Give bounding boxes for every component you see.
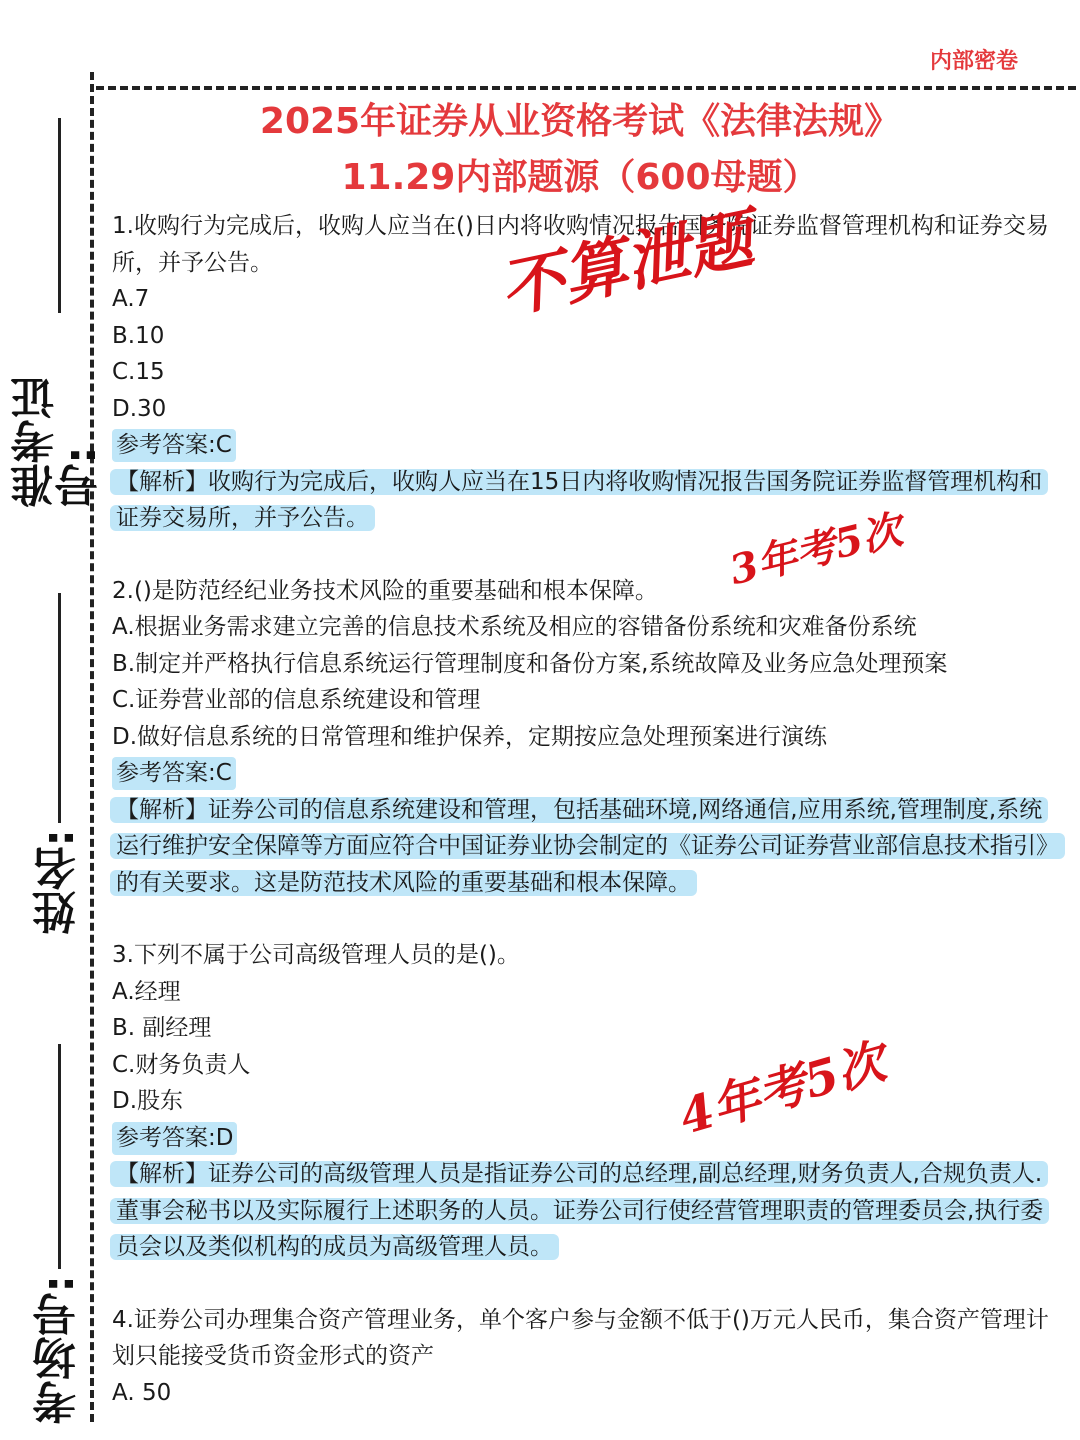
analysis-text: 【解析】证券公司的信息系统建设和管理，包括基础环境,网络通信,应用系统,管理制度,系统运行维护安全保障等方面应符合中国证券业协会制定的《证券公司证券营业部信息技术指引》的有关要求。这是防范技术风险的重要基础和根本保障。 (110, 797, 1065, 896)
title-line-2: 11.29内部题源（600母题） (341, 157, 819, 198)
option: D.30 (112, 395, 167, 422)
side-label-exam-id: 准考证号: (11, 376, 106, 508)
handwritten-note-2: 3年考5次 (725, 506, 907, 595)
option: D.股东 (112, 1088, 184, 1114)
option: B.制定并严格执行信息系统运行管理制度和备份方案,系统故障及业务应急处理预案 (112, 650, 948, 677)
option: C.证券营业部的信息系统建设和管理 (112, 687, 481, 713)
option: A.7 (112, 286, 150, 312)
title-line-1: 2025年证券从业资格考试《法律法规》 (259, 101, 901, 142)
fill-line (58, 593, 61, 823)
question-4 (112, 1302, 1062, 1412)
corner-label: 内部密卷 (930, 49, 1019, 74)
handwritten-note-3: 4年考5次 (673, 1033, 892, 1146)
option: A.根据业务需求建立完善的信息技术系统及相应的容错备份系统和灾难备份系统 (112, 614, 917, 640)
analysis-text: 【解析】收购行为完成后，收购人应当在15日内将收购情况报告国务院证券监督管理机构和证券交易所，并予公告。 (110, 469, 1048, 532)
side-field-room-id (30, 1025, 88, 1425)
analysis-text: 【解析】证券公司的高级管理人员是指证券公司的总经理,副总经理,财务负责人,合规负责人.董事会秘书以及实际履行上述职务的人员。证券公司行使经营管理职责的管理委员会,执行委员会以及类似机构的成员为高级管理人员。 (110, 1161, 1049, 1260)
option: B. 副经理 (112, 1015, 212, 1041)
question-list (112, 208, 1062, 1411)
question-stem: 2.()是防范经纪业务技术风险的重要基础和根本保障。 (112, 577, 658, 604)
option: C.15 (112, 359, 165, 385)
side-field-name (30, 575, 88, 935)
handwritten-note-1: 不算泄题 (493, 201, 760, 329)
fill-line (58, 1044, 61, 1269)
side-label-room-id: 考场号: (33, 1275, 84, 1425)
option: C.财务负责人 (112, 1051, 251, 1078)
option: A. 50 (112, 1379, 172, 1406)
side-label-name: 姓名: (33, 829, 84, 935)
question-stem: 4.证券公司办理集合资产管理业务，单个客户参与金额不低于()万元人民币，集合资产管理计划只能接受货币资金形式的资产 (112, 1306, 1049, 1369)
question-3 (112, 937, 1062, 1266)
answer-label: 参考答案:D (112, 1122, 237, 1155)
option: B.10 (112, 322, 165, 349)
question-2 (112, 573, 1062, 902)
top-dashed-border (96, 86, 1076, 90)
side-field-exam-id (11, 118, 106, 508)
fill-line (58, 118, 61, 313)
option: A.经理 (112, 978, 181, 1005)
answer-label: 参考答案:C (112, 429, 236, 462)
question-stem: 3.下列不属于公司高级管理人员的是()。 (112, 942, 520, 968)
left-dashed-border (90, 72, 94, 1422)
option: D.做好信息系统的日常管理和维护保养，定期按应急处理预案进行演练 (112, 723, 828, 750)
question-stem: 1.收购行为完成后，收购人应当在()日内将收购情况报告国务院证券监督管理机构和证券交易所，并予公告。 (112, 213, 1049, 276)
answer-label: 参考答案:C (112, 757, 236, 790)
